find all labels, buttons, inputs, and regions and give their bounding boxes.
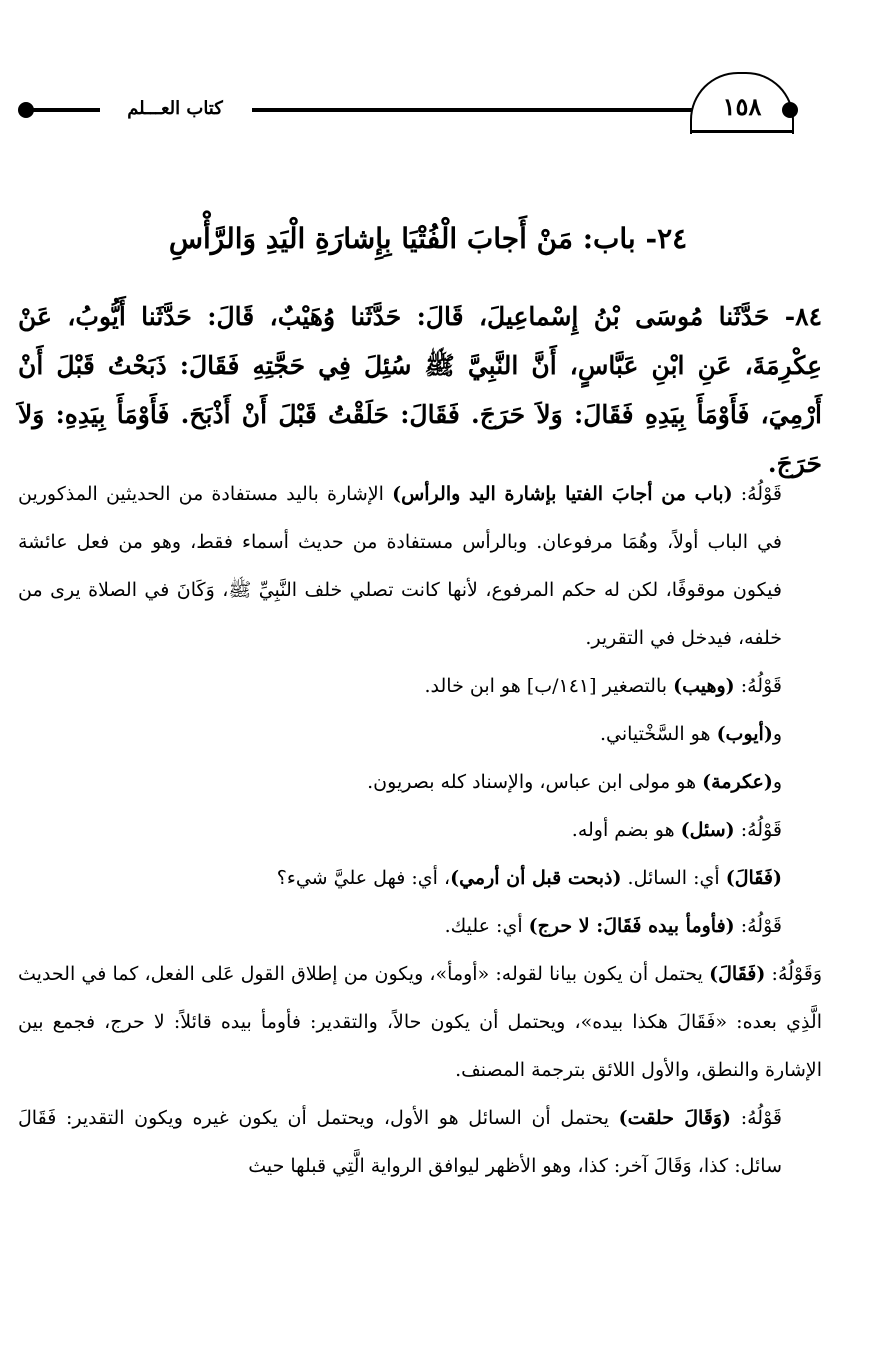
paragraph-lead: وَقَوْلُهُ: [765,963,823,985]
paragraph-lead: قَوْلُهُ: [734,675,782,697]
page-header [0,60,873,150]
quoted-phrase: (باب من أجابَ الفتيا بإشارة اليد والرأس) [392,483,733,505]
commentary-paragraph [18,710,822,758]
paragraph-lead: و [772,723,782,745]
paragraph-text: هو السَّخْتياني. [599,723,717,745]
paragraph-lead: قَوْلُهُ: [732,483,782,505]
quoted-phrase: (أيوب) [716,723,773,745]
commentary-paragraph [18,470,822,662]
quoted-phrase: (وَقَالَ حلقت) [618,1107,732,1129]
commentary-paragraph [18,758,822,806]
commentary-paragraph [18,950,822,1094]
commentary [18,470,822,1190]
commentary-paragraph [18,902,822,950]
commentary-paragraph [18,806,822,854]
paragraph-lead: قَوْلُهُ: [734,915,782,937]
paragraph-text: بالتصغير [١٤١/ب] هو ابن خالد. [424,675,674,697]
commentary-paragraph [18,662,822,710]
paragraph-text: ، أي: فهل عليَّ شيء؟ [276,867,451,889]
quoted-phrase: (فَقَالَ) [725,867,782,889]
paragraph-lead: و [772,771,782,793]
page-number-frame [690,72,794,134]
paragraph-text: يحتمل أن السائل هو الأول، ويحتمل أن يكون غيره ويكون التقدير: فَقَالَ سائل: كذا، وَقَالَ آخر: كذا، وهو الأظهر ليوافق الرواية الَّتِي قبلها حيث [18,1107,782,1177]
paragraph-text: هو مولى ابن عباس، والإسناد كله بصريون. [367,771,703,793]
paragraph-text: أي: عليك. [444,915,529,937]
quoted-phrase: (وهيب) [673,675,735,697]
quoted-phrase: (فَقَالَ) [709,963,766,985]
running-book-title: كتاب العـــلم [127,98,223,119]
chapter-title: ٢٤- باب: مَنْ أَجابَ الْفُتْيَا بِإِشارَةِ الْيَدِ وَالرَّأْسِ [168,222,688,255]
paragraph-text: الإشارة باليد مستفادة من الحديثين المذكورين في الباب أولاً، وهُمَا مرفوعان. وبالرأس مستفادة من حديث أسماء فقط، وهو من فعل عائشة فيكون موقوفًا، لكن له حكم المرفوع، لأنها كانت تصلي خلف النَّبِيِّ ﷺ، وَكَانَ في الصلاة يرى من خلفه، فيدخل في التقرير. [18,483,782,649]
quoted-phrase: (ذبحت قبل أن أرمي) [450,867,622,889]
quoted-phrase: (فأومأ بيده فَقَالَ: لا حرج) [528,915,735,937]
paragraph-text: هو بضم أوله. [571,819,681,841]
header-rule-left [30,108,100,112]
commentary-paragraph [18,854,822,902]
header-rule-middle [252,108,692,112]
paragraph-text: يحتمل أن يكون بيانا لقوله: «أومأ»، ويكون من إطلاق القول عَلى الفعل، كما في الحديث الَّذِي بعده: «فَقَالَ هكذا بيده»، ويحتمل أن يكون حالاً، والتقدير: فأومأ بيده قائلاً: لا حرج، فجمع بين الإشارة والنطق، والأول اللائق بترجمة المصنف. [18,963,822,1081]
quoted-phrase: (عكرمة) [702,771,773,793]
page-number: ١٥٨ [722,92,762,121]
header-rule-right [690,130,792,133]
paragraph-lead: قَوْلُهُ: [731,1107,782,1129]
hadith-text: ٨٤- حَدَّثَنا مُوسَى بْنُ إِسْماعِيلَ، قَالَ: حَدَّثَنا وُهَيْبٌ، قَالَ: حَدَّثَنا أَيُّوبُ، عَنْ عِكْرِمَةَ، عَنِ ابْنِ عَبَّاسٍ، أَنَّ النَّبِيَّ ﷺ سُئِلَ فِي حَجَّتِهِ فَقَالَ: ذَبَحْتُ قَبْلَ أَنْ أَرْمِيَ، فَأَوْمَأَ بِيَدِهِ فَقَالَ: وَلاَ حَرَجَ. فَقَالَ: حَلَقْتُ قَبْلَ أَنْ أَذْبَحَ. فَأَوْمَأَ بِيَدِهِ: وَلاَ حَرَجَ. [18,302,822,478]
commentary-paragraph [18,1094,822,1190]
quoted-phrase: (سئل) [680,819,735,841]
ornament-dot-right [782,102,798,118]
paragraph-lead: قَوْلُهُ: [734,819,782,841]
paragraph-text: أي: السائل. [621,867,726,889]
